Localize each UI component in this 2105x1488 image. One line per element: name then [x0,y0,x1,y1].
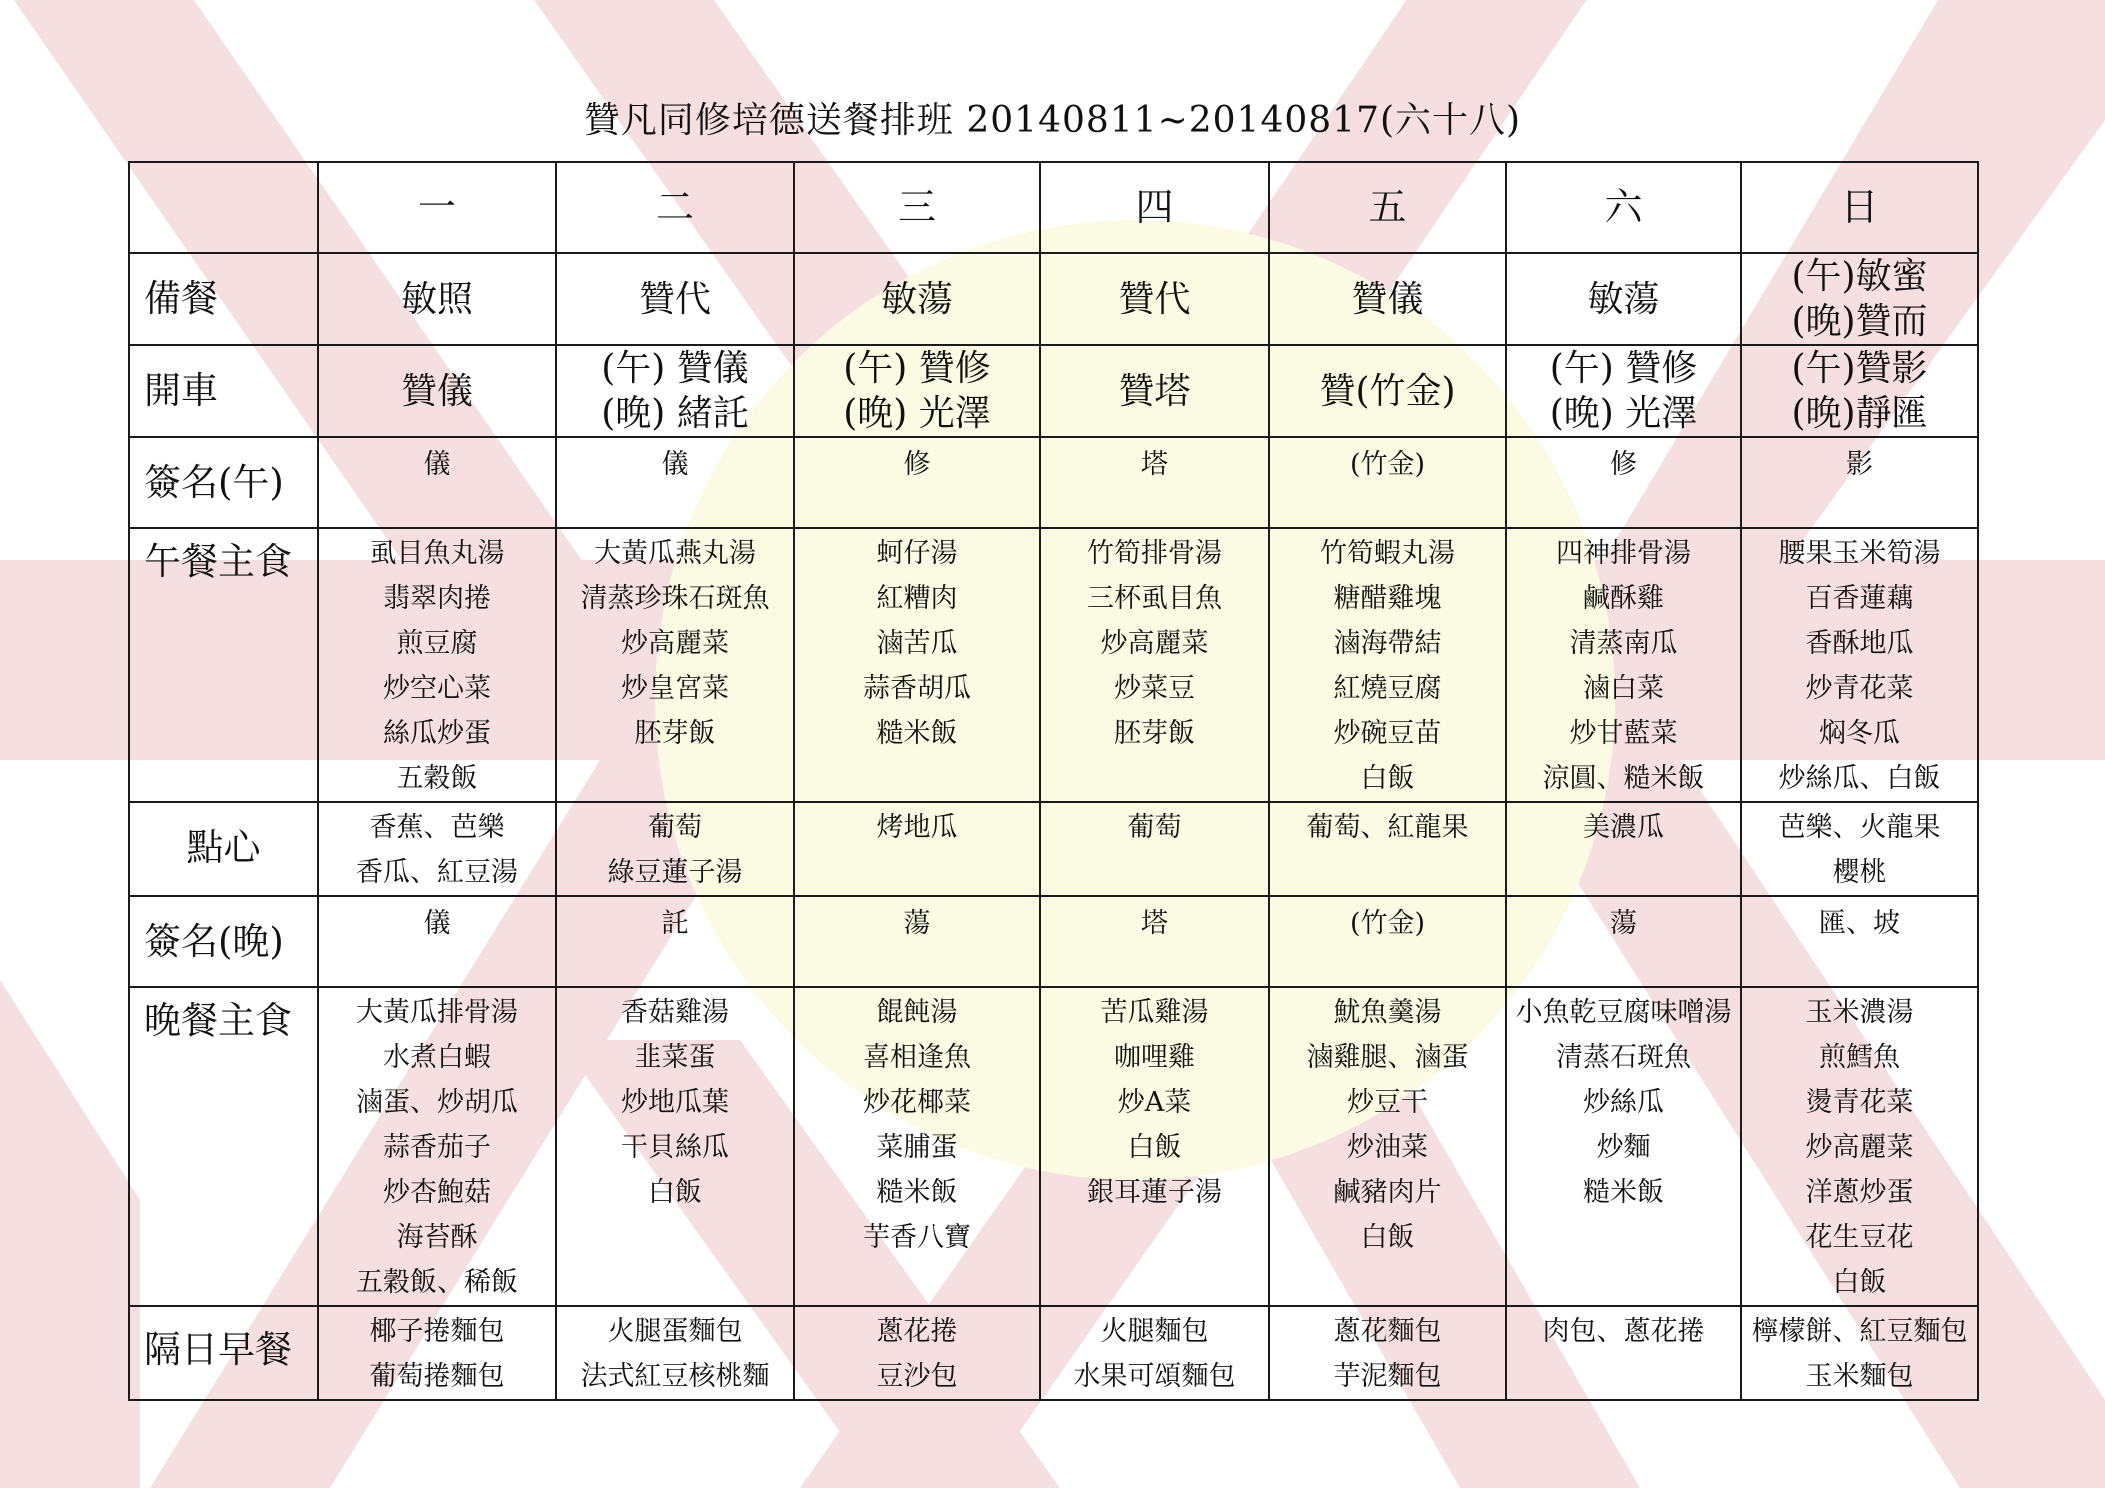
cell-line: 敏蕩 [1587,278,1660,320]
row-sign-noon [129,437,1978,528]
cell-line: 白飯 [1360,763,1415,794]
cell-line: 大黃瓜燕丸湯 [594,538,756,569]
schedule-cell [794,1306,1040,1400]
cell-line: 贊儀 [1351,278,1424,320]
cell-line: 葡萄捲麵包 [369,1361,505,1392]
cell-line: 清蒸珍珠石斑魚 [580,583,770,614]
cell-line: 炒地瓜葉 [621,1087,729,1118]
schedule-cell [556,896,794,987]
cell-line: 炒A菜 [1117,1087,1192,1118]
cell-line: 炒油菜 [1347,1132,1428,1163]
day-header: 四 [1040,162,1269,253]
cell-line: 椰子捲麵包 [369,1316,505,1347]
cell-line: (晚)靜匯 [1791,393,1928,434]
cell-line: 鹹豬肉片 [1333,1177,1442,1208]
schedule-cell [1506,528,1741,802]
cell-line: 玉米麵包 [1805,1361,1914,1392]
cell-line: 葡萄 [648,812,702,843]
row-lunch [129,528,1978,802]
schedule-cell [1741,802,1978,896]
cell-line: 韭菜蛋 [634,1042,716,1073]
cell-line: 贊代 [638,278,711,320]
cell-line: 炒花椰菜 [863,1087,971,1118]
schedule-cell [1506,987,1741,1306]
cell-line: 菜脯蛋 [876,1132,958,1163]
row-label-lunch: 午餐主食 [129,528,318,802]
cell-line: 糖醋雞塊 [1333,583,1442,614]
schedule-cell [1269,345,1506,437]
cell-line: 儀 [423,449,451,480]
cell-line: 白飯 [1360,1222,1415,1253]
cell-line: 紅燒豆腐 [1333,673,1442,704]
cell-line: 胚芽飯 [1114,718,1195,749]
cell-line: 芋香八寶 [863,1222,971,1253]
row-drive [129,345,1978,437]
cell-line: 花生豆花 [1805,1222,1914,1253]
row-sign-evening [129,896,1978,987]
cell-line: 贊(竹金) [1319,370,1456,412]
cell-line: 櫻桃 [1832,857,1887,888]
cell-line: 喜相逢魚 [863,1042,971,1073]
cell-line: 葡萄、紅龍果 [1306,812,1469,843]
cell-line: 煎鱈魚 [1819,1042,1900,1073]
cell-line: 魷魚羹湯 [1333,997,1442,1028]
cell-line: (午)贊影 [1791,348,1928,389]
cell-line: 炒高麗菜 [621,628,729,659]
cell-line: 三杯虱目魚 [1087,583,1222,614]
cell-line: 香菇雞湯 [621,997,729,1028]
cell-line: 竹筍蝦丸湯 [1320,538,1455,569]
cell-line: 敏照 [400,278,473,320]
schedule-cell [1506,253,1741,345]
schedule-cell [556,253,794,345]
cell-line: 炒杏鮑菇 [383,1177,491,1208]
cell-line: 芋泥麵包 [1333,1361,1442,1392]
schedule-cell [794,802,1040,896]
cell-line: 蒜香胡瓜 [863,673,971,704]
row-label-sign-noon: 簽名(午) [129,437,318,528]
cell-line: 豆沙包 [876,1361,958,1392]
cell-line: 苦瓜雞湯 [1100,997,1209,1028]
cell-line: 綠豆蓮子湯 [607,857,743,888]
schedule-cell [1506,345,1741,437]
schedule-cell [1040,987,1269,1306]
cell-line: 蕩 [903,908,931,939]
cell-line: 匯、坡 [1819,908,1900,939]
cell-line: 敏蕩 [880,278,953,320]
cell-line: 五穀飯、稀飯 [356,1267,518,1298]
cell-line: (午) 贊修 [843,348,991,389]
cell-line: 海苔酥 [396,1222,478,1253]
cell-line: (晚) 光澤 [843,393,991,434]
cell-line: (晚)贊而 [1791,301,1928,342]
cell-line: 炒高麗菜 [1805,1132,1914,1163]
schedule-cell [318,802,556,896]
day-header: 三 [794,162,1040,253]
cell-line: 洋蔥炒蛋 [1805,1177,1914,1208]
cell-line: 大黃瓜排骨湯 [356,997,518,1028]
cell-line: 檸檬餅、紅豆麵包 [1751,1316,1968,1347]
schedule-cell [1269,896,1506,987]
schedule-cell [1040,1306,1269,1400]
cell-line: (午) 贊修 [1549,348,1698,389]
row-snack [129,802,1978,896]
cell-line: 百香蓮藕 [1805,583,1914,614]
schedule-cell [318,896,556,987]
meal-schedule-table [128,161,1979,1401]
day-header: 二 [556,162,794,253]
cell-line: 蕩 [1610,908,1637,939]
cell-line: 小魚乾豆腐味噌湯 [1515,997,1732,1028]
schedule-cell [1040,253,1269,345]
schedule-cell [794,896,1040,987]
cell-line: 胚芽飯 [634,718,716,749]
cell-line: 四神排骨湯 [1556,538,1691,569]
cell-line: 白飯 [1832,1267,1887,1298]
cell-line: 蚵仔湯 [876,538,958,569]
day-header: 日 [1741,162,1978,253]
cell-line: 法式紅豆核桃麵 [580,1361,770,1392]
schedule-cell [794,253,1040,345]
cell-line: 蒜香茄子 [383,1132,491,1163]
schedule-cell [556,437,794,528]
page-title: 贊凡同修培德送餐排班 20140811~20140817(六十八) [583,100,1522,141]
cell-line: 清蒸南瓜 [1569,628,1678,659]
cell-line: 絲瓜炒蛋 [383,718,491,749]
cell-line: 干貝絲瓜 [621,1132,729,1163]
schedule-cell [1506,437,1741,528]
cell-line: 修 [903,449,931,480]
row-label-snack: 點心 [129,802,318,896]
row-label-drive: 開車 [129,345,318,437]
cell-line: 炒豆干 [1347,1087,1428,1118]
cell-line: (竹金) [1349,908,1426,939]
cell-line: 炒絲瓜 [1583,1087,1664,1118]
cell-line: 清蒸石斑魚 [1556,1042,1691,1073]
cell-line: 蔥花麵包 [1333,1316,1442,1347]
cell-line: 炒碗豆苗 [1333,718,1442,749]
cell-line: 翡翠肉捲 [383,583,491,614]
row-label-prep: 備餐 [129,253,318,345]
schedule-cell [1741,437,1978,528]
cell-line: (午)敏蜜 [1791,256,1928,297]
cell-line: 蔥花捲 [876,1316,958,1347]
schedule-cell [556,987,794,1306]
schedule-cell [318,437,556,528]
cell-line: 滷苦瓜 [876,628,958,659]
cell-line: 肉包、蔥花捲 [1542,1316,1705,1347]
cell-line: (晚) 光澤 [1549,393,1698,434]
schedule-cell [1741,987,1978,1306]
day-header: 六 [1506,162,1741,253]
schedule-cell [794,437,1040,528]
day-header: 一 [318,162,556,253]
cell-line: 焖冬瓜 [1819,718,1900,749]
corner-cell [129,162,318,253]
schedule-cell [1741,896,1978,987]
cell-line: 烤地瓜 [876,812,958,843]
cell-line: 銀耳蓮子湯 [1087,1177,1222,1208]
row-dinner [129,987,1978,1306]
schedule-cell [318,528,556,802]
cell-line: 白飯 [648,1177,702,1208]
schedule-cell [1269,528,1506,802]
cell-line: 水果可頌麵包 [1073,1361,1236,1392]
cell-line: 贊塔 [1118,370,1191,412]
cell-line: 炒高麗菜 [1100,628,1209,659]
cell-line: 香酥地瓜 [1805,628,1914,659]
schedule-cell [556,345,794,437]
schedule-cell [1269,253,1506,345]
cell-line: 影 [1846,449,1873,480]
cell-line: 糙米飯 [1583,1177,1664,1208]
day-header-row [129,162,1978,253]
row-label-dinner: 晚餐主食 [129,987,318,1306]
cell-line: 腰果玉米筍湯 [1778,538,1941,569]
cell-line: 五穀飯 [396,763,478,794]
schedule-cell [318,1306,556,1400]
cell-line: 滷白菜 [1583,673,1664,704]
cell-line: 糙米飯 [876,1177,958,1208]
cell-line: 滷海帶結 [1333,628,1442,659]
cell-line: 白飯 [1127,1132,1182,1163]
schedule-cell [1040,437,1269,528]
cell-line: (午) 贊儀 [601,348,749,389]
cell-line: 餛飩湯 [876,997,958,1028]
schedule-cell [794,528,1040,802]
schedule-cell [1040,528,1269,802]
cell-line: 託 [661,908,689,939]
cell-line: 炒菜豆 [1114,673,1195,704]
cell-line: 贊代 [1118,278,1191,320]
schedule-cell [1269,987,1506,1306]
row-prep [129,253,1978,345]
cell-line: 滷雞腿、滷蛋 [1306,1042,1469,1073]
cell-line: 炒青花菜 [1805,673,1914,704]
row-breakfast [129,1306,1978,1400]
schedule-cell [1506,802,1741,896]
cell-line: 葡萄 [1127,812,1182,843]
schedule-cell [1040,896,1269,987]
schedule-cell [794,987,1040,1306]
schedule-cell [1741,1306,1978,1400]
schedule-cell [1269,802,1506,896]
schedule-cell [318,253,556,345]
cell-line: 炒絲瓜、白飯 [1778,763,1941,794]
cell-line: 火腿蛋麵包 [607,1316,743,1347]
schedule-cell [1506,1306,1741,1400]
cell-line: 塔 [1141,908,1168,939]
schedule-cell [1269,1306,1506,1400]
cell-line: 涼圓、糙米飯 [1542,763,1705,794]
cell-line: 水煮白蝦 [383,1042,491,1073]
cell-line: 儀 [661,449,689,480]
cell-line: 美濃瓜 [1583,812,1664,843]
schedule-cell [1040,345,1269,437]
cell-line: 玉米濃湯 [1805,997,1914,1028]
cell-line: 滷蛋、炒胡瓜 [356,1087,518,1118]
cell-line: 糙米飯 [876,718,958,749]
cell-line: 炒甘藍菜 [1569,718,1678,749]
cell-line: 燙青花菜 [1805,1087,1914,1118]
cell-line: 芭樂、火龍果 [1778,812,1941,843]
cell-line: 咖哩雞 [1114,1042,1195,1073]
cell-line: 贊儀 [400,370,473,412]
cell-line: 塔 [1141,449,1168,480]
schedule-cell [1269,437,1506,528]
row-label-sign-evening: 簽名(晚) [129,896,318,987]
cell-line: 炒皇宮菜 [621,673,729,704]
cell-line: 虱目魚丸湯 [369,538,505,569]
cell-line: 煎豆腐 [396,628,478,659]
cell-line: 儀 [423,908,451,939]
row-label-breakfast: 隔日早餐 [129,1306,318,1400]
schedule-cell [556,802,794,896]
cell-line: 炒麵 [1596,1132,1651,1163]
cell-line: 紅糟肉 [876,583,958,614]
cell-line: 香蕉、芭樂 [369,812,505,843]
cell-line: (竹金) [1349,449,1426,480]
schedule-cell [556,1306,794,1400]
schedule-cell [794,345,1040,437]
cell-line: 鹹酥雞 [1583,583,1664,614]
schedule-cell [1741,345,1978,437]
cell-line: (晚) 緒託 [601,393,749,434]
day-header: 五 [1269,162,1506,253]
cell-line: 竹筍排骨湯 [1087,538,1222,569]
cell-line: 炒空心菜 [383,673,491,704]
schedule-cell [1741,528,1978,802]
schedule-cell [1040,802,1269,896]
schedule-cell [556,528,794,802]
cell-line: 修 [1610,449,1637,480]
schedule-cell [1506,896,1741,987]
schedule-cell [318,345,556,437]
cell-line: 香瓜、紅豆湯 [356,857,518,888]
schedule-cell [318,987,556,1306]
schedule-cell [1741,253,1978,345]
cell-line: 火腿麵包 [1100,1316,1209,1347]
